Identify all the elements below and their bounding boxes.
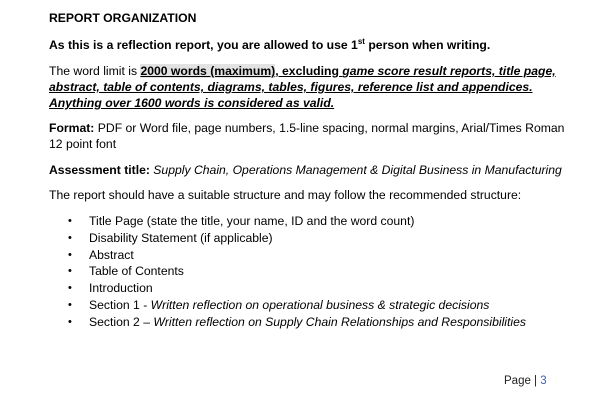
list-item-text: Section 1 - — [89, 297, 151, 312]
bullet-icon: • — [68, 248, 72, 261]
list-item — [49, 247, 579, 264]
list-item — [49, 314, 579, 331]
bullet-icon: • — [68, 298, 72, 311]
document-page — [49, 10, 579, 331]
ordinal-suffix: st — [357, 36, 365, 46]
list-item-text: Abstract — [89, 247, 134, 262]
list-item — [49, 263, 579, 280]
assessment-paragraph — [49, 162, 579, 178]
assessment-title: Supply Chain, Operations Management & Digital Business in Manufacturing — [149, 163, 562, 177]
list-item — [49, 230, 579, 247]
bullet-icon: • — [68, 282, 72, 295]
list-item-text: Table of Contents — [89, 264, 184, 279]
word-limit-exclusions: game score result reports, title page, abstract, table of contents, diagrams, tables, figures, reference list and appendices. Anything over 1600 words is considered as valid. — [49, 64, 556, 110]
list-item-italic: Written reflection on operational business & strategic decisions — [150, 297, 490, 312]
list-item-text: Disability Statement (if applicable) — [89, 230, 273, 245]
list-item — [49, 297, 579, 314]
list-item-italic: Written reflection on Supply Chain Relationships and Responsibilities — [153, 314, 526, 329]
bullet-icon: • — [68, 231, 72, 244]
word-limit-paragraph — [49, 63, 579, 111]
page-number: 3 — [540, 375, 547, 387]
word-limit-prefix: The word limit is — [49, 64, 141, 78]
list-item — [49, 280, 579, 297]
first-person-note-text: As this is a reflection report, you are allowed to use 1 — [49, 38, 358, 52]
section-heading: REPORT ORGANIZATION — [49, 11, 197, 25]
first-person-note-end: person when writing. — [364, 38, 491, 52]
format-label: Format: — [49, 121, 95, 135]
bullet-icon: • — [68, 265, 72, 278]
first-person-note — [49, 37, 579, 53]
list-item-text: Section 2 – — [89, 314, 154, 329]
assessment-label: Assessment title: — [49, 163, 150, 177]
word-limit-excluding: , excluding — [275, 64, 343, 78]
list-item-text: Title Page (state the title, your name, ID and the word count) — [89, 214, 415, 228]
page-label: Page | — [504, 375, 541, 387]
list-item-text: Introduction — [89, 281, 153, 296]
bullet-icon: • — [68, 215, 72, 227]
structure-intro: The report should have a suitable structure and may follow the recommended structure: — [49, 188, 522, 202]
page-footer — [504, 373, 547, 389]
list-item — [49, 213, 579, 230]
format-text: PDF or Word file, page numbers, 1.5-line spacing, normal margins, Arial/Times Roman 12 point font — [49, 121, 565, 151]
word-limit-highlight: 2000 words (maximum) — [140, 64, 276, 78]
format-paragraph — [49, 120, 579, 152]
bullet-icon: • — [68, 315, 72, 328]
structure-list — [49, 213, 579, 331]
